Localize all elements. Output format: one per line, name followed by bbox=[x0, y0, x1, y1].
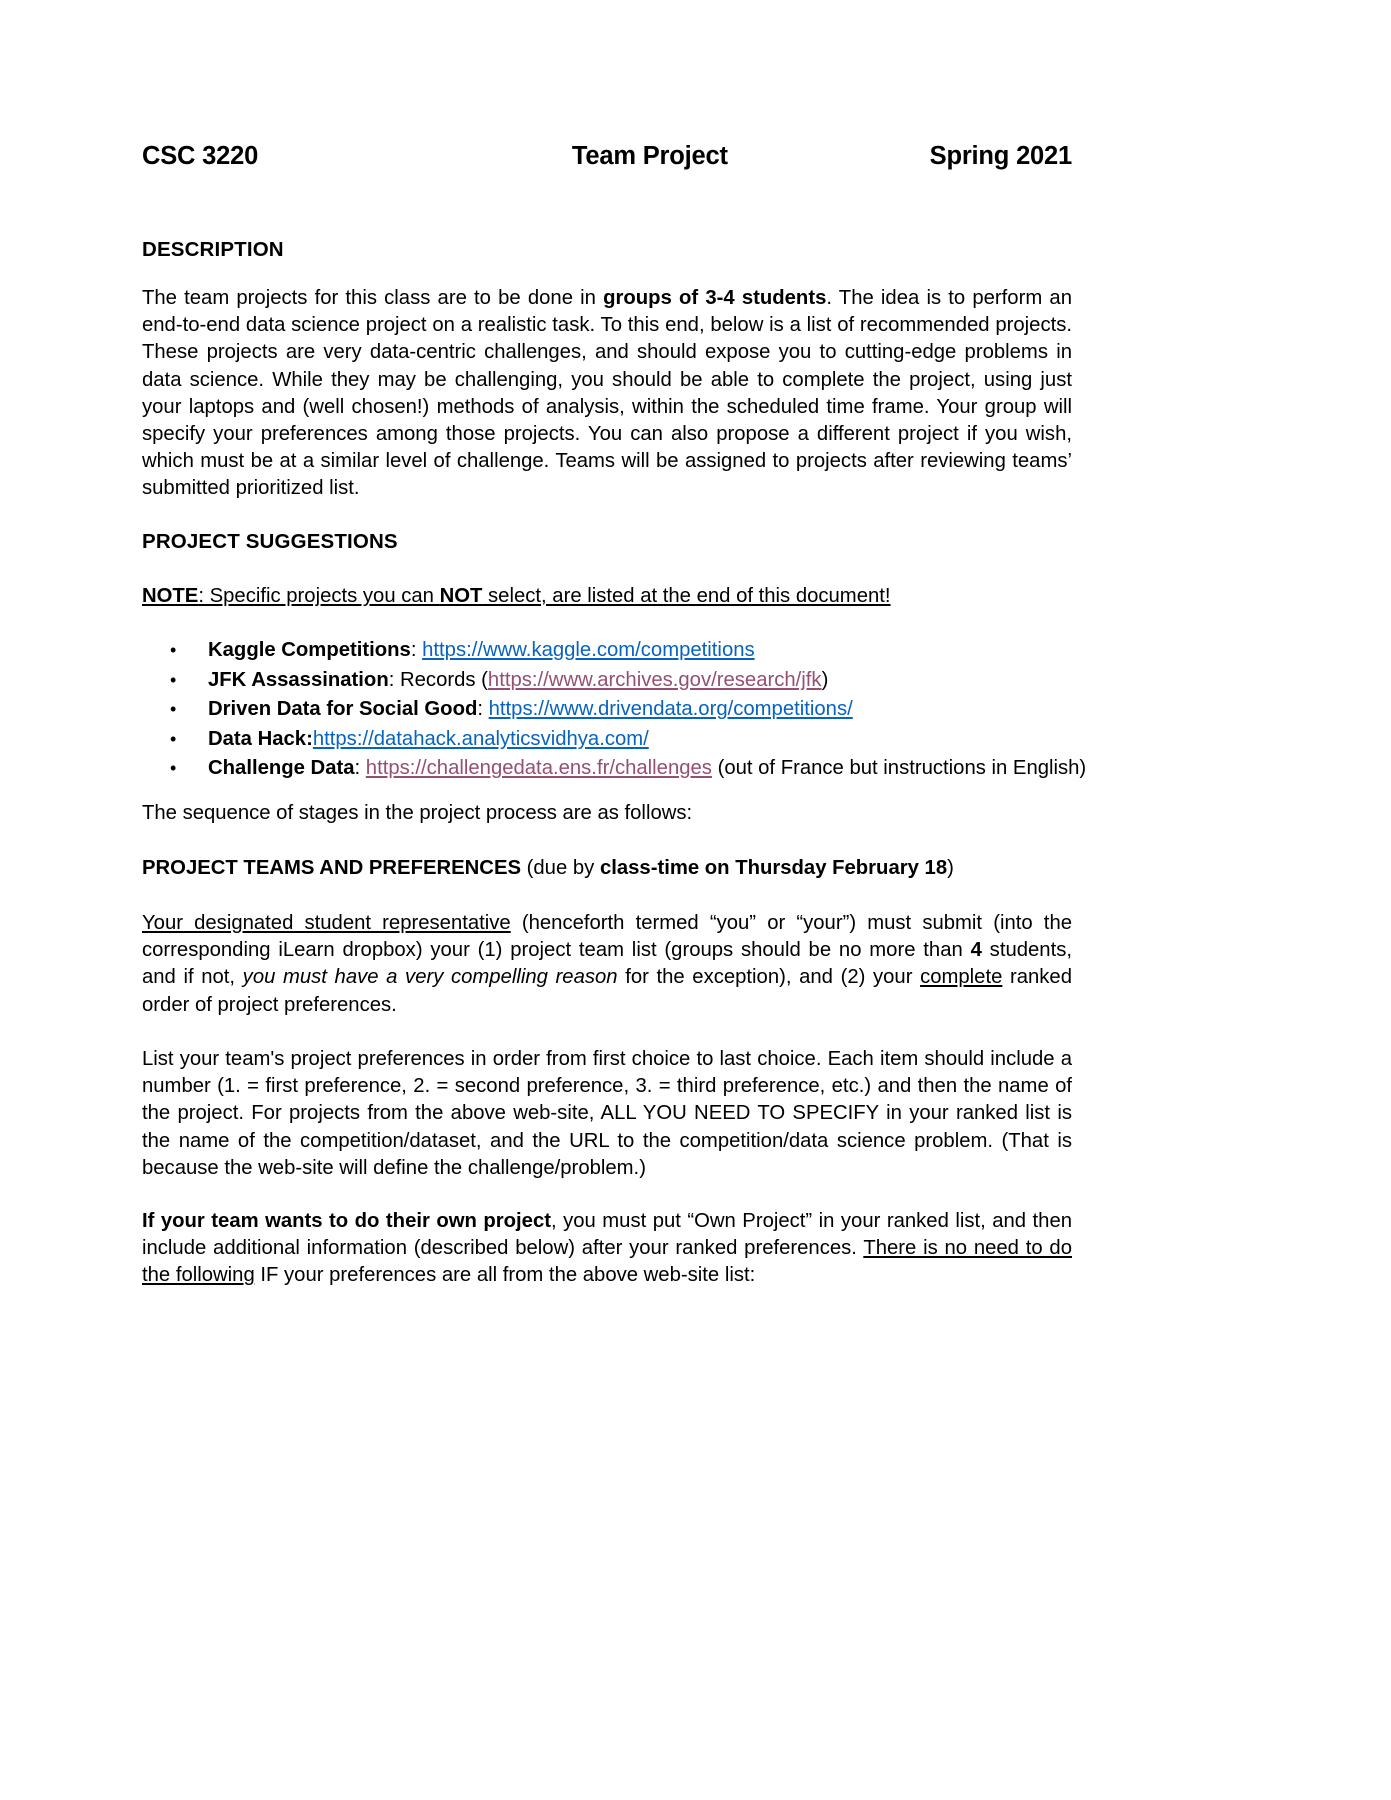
bullet-separator: : bbox=[388, 668, 400, 691]
description-heading: DESCRIPTION bbox=[142, 238, 284, 261]
list-instructions-paragraph: List your team's project preferences in order from first choice to last choice. Each item should include a number (1. = first preference, 2. = second preference, 3. = third preference, etc.) and then the name of the project. For projects from the above web-site, ALL YOU NEED TO SPECIFY in your ranked list is the name of the competition/dataset, and the URL to the competition/data science problem. (That is because the web-site will define the challenge/problem.) bbox=[142, 1048, 1072, 1179]
list-item bbox=[142, 754, 1087, 784]
data-hack-link[interactable]: https://datahack.analyticsvidhya.com/ bbox=[312, 727, 649, 750]
jfk-assassination-link[interactable]: https://www.archives.gov/research/jfk bbox=[487, 668, 822, 691]
list-item bbox=[142, 636, 1072, 666]
document-header bbox=[142, 142, 1072, 171]
bullet-icon: • bbox=[170, 699, 177, 719]
document-title: Team Project bbox=[571, 142, 728, 170]
list-item bbox=[142, 725, 1072, 755]
bullet-separator: : bbox=[477, 698, 489, 720]
bullet-icon: • bbox=[170, 758, 177, 778]
representative-bold-four: 4 bbox=[970, 939, 982, 962]
own-project-bold-lead: If your team wants to do their own project bbox=[142, 1210, 551, 1232]
project-links-list bbox=[142, 636, 1087, 784]
description-text-b: . The idea is to perform an end-to-end data science project on a realistic task. To this end, below is a list of recommended projects. These projects are very data-centric challenges, and should expose you to cutting-edge problems in data science. While they may be challenging, you should be able to complete the project, using just your laptops and (well chosen!) methods of analysis, within the scheduled time frame. Your group will specify your preferences among those projects. You can also propose a different project if you wish, which must be at a similar level of challenge. Teams will be assigned to projects after reviewing teams’ submitted prioritized list. bbox=[142, 287, 1072, 500]
note-label: NOTE bbox=[142, 585, 199, 607]
driven-data-link[interactable]: https://www.drivendata.org/competitions/ bbox=[488, 698, 853, 720]
sequence-line-wrap bbox=[142, 800, 1072, 827]
own-project-text-b: IF your preferences are all from the above web-site list: bbox=[254, 1264, 756, 1287]
list-item bbox=[142, 695, 1072, 725]
challenge-data-link[interactable]: https://challengedata.ens.fr/challenges bbox=[365, 757, 712, 779]
description-section bbox=[142, 238, 1072, 262]
description-paragraph-wrap bbox=[142, 285, 1072, 503]
note-line-wrap bbox=[142, 583, 1072, 610]
teams-heading-due-suffix: ) bbox=[947, 857, 954, 879]
representative-text-a: (henceforth termed “you” or “your”) must submit (into the corresponding iLearn dropbox) your (1) project team list (groups should be no more than bbox=[142, 912, 1073, 962]
project-links-list-wrap bbox=[142, 636, 1087, 784]
project-suggestions-heading: PROJECT SUGGESTIONS bbox=[142, 530, 398, 553]
representative-paragraph-wrap bbox=[142, 910, 1072, 1019]
teams-heading-due-prefix: (due by bbox=[521, 857, 600, 879]
representative-italic-run: you must have a very compelling reason bbox=[242, 966, 618, 989]
bullet-icon: • bbox=[170, 669, 177, 690]
bullet-label: Challenge Data bbox=[208, 757, 355, 779]
note-text-a: : Specific projects you can bbox=[198, 585, 440, 607]
note-bold-not: NOT bbox=[439, 585, 483, 607]
teams-heading-due-date: class-time on Thursday February 18 bbox=[599, 857, 948, 879]
bullet-icon: • bbox=[170, 640, 177, 660]
kaggle-competitions-link[interactable]: https://www.kaggle.com/competitions bbox=[422, 639, 755, 661]
bullet-label: JFK Assassination bbox=[208, 668, 389, 691]
own-project-text-a: , you must put “Own Project” in your ranked list, and then include additional information (described below) after your ranked preferences. bbox=[142, 1210, 1073, 1260]
list-item bbox=[142, 666, 1072, 696]
representative-text-d: ranked order of project preferences. bbox=[142, 966, 1072, 1016]
description-text-a: The team projects for this class are to be done in bbox=[142, 287, 604, 309]
representative-paragraph bbox=[142, 910, 1072, 1019]
bullet-separator: : bbox=[410, 639, 423, 661]
project-suggestions-section bbox=[142, 530, 1072, 554]
list-instructions-wrap bbox=[142, 1046, 1072, 1182]
representative-text-b: students, and if not, bbox=[142, 939, 1072, 989]
note-text-b: select, are listed at the end of this document! bbox=[482, 585, 891, 607]
bullet-icon: • bbox=[170, 728, 177, 749]
representative-underline-run: Your designated student representative bbox=[142, 912, 511, 934]
bullet-pre-url: Records ( bbox=[400, 668, 488, 691]
own-project-paragraph bbox=[142, 1208, 1072, 1290]
teams-preferences-section bbox=[142, 855, 1072, 882]
bullet-label: Data Hack: bbox=[208, 727, 313, 750]
teams-heading-main: PROJECT TEAMS AND PREFERENCES bbox=[142, 857, 522, 879]
bullet-post-url: (out of France but instructions in English) bbox=[711, 757, 1087, 779]
description-paragraph bbox=[142, 285, 1072, 503]
own-project-underline-run: There is no need to do the following bbox=[142, 1237, 1072, 1287]
representative-underline-complete: complete bbox=[920, 966, 1003, 989]
bullet-label: Kaggle Competitions bbox=[208, 639, 411, 661]
sequence-line: The sequence of stages in the project process are as follows: bbox=[142, 802, 693, 824]
bullet-separator: : bbox=[354, 757, 366, 779]
description-bold-groups: groups of 3-4 students bbox=[603, 287, 827, 309]
representative-text-c: for the exception), and (2) your bbox=[617, 966, 921, 989]
term-label: Spring 2021 bbox=[929, 142, 1072, 170]
bullet-post-url: ) bbox=[821, 668, 829, 691]
teams-preferences-heading bbox=[142, 855, 1072, 882]
course-code: CSC 3220 bbox=[142, 142, 259, 170]
note-line bbox=[142, 583, 1072, 610]
note-underlined-run bbox=[142, 585, 891, 607]
own-project-wrap bbox=[142, 1208, 1072, 1290]
bullet-label: Driven Data for Social Good bbox=[208, 698, 478, 720]
